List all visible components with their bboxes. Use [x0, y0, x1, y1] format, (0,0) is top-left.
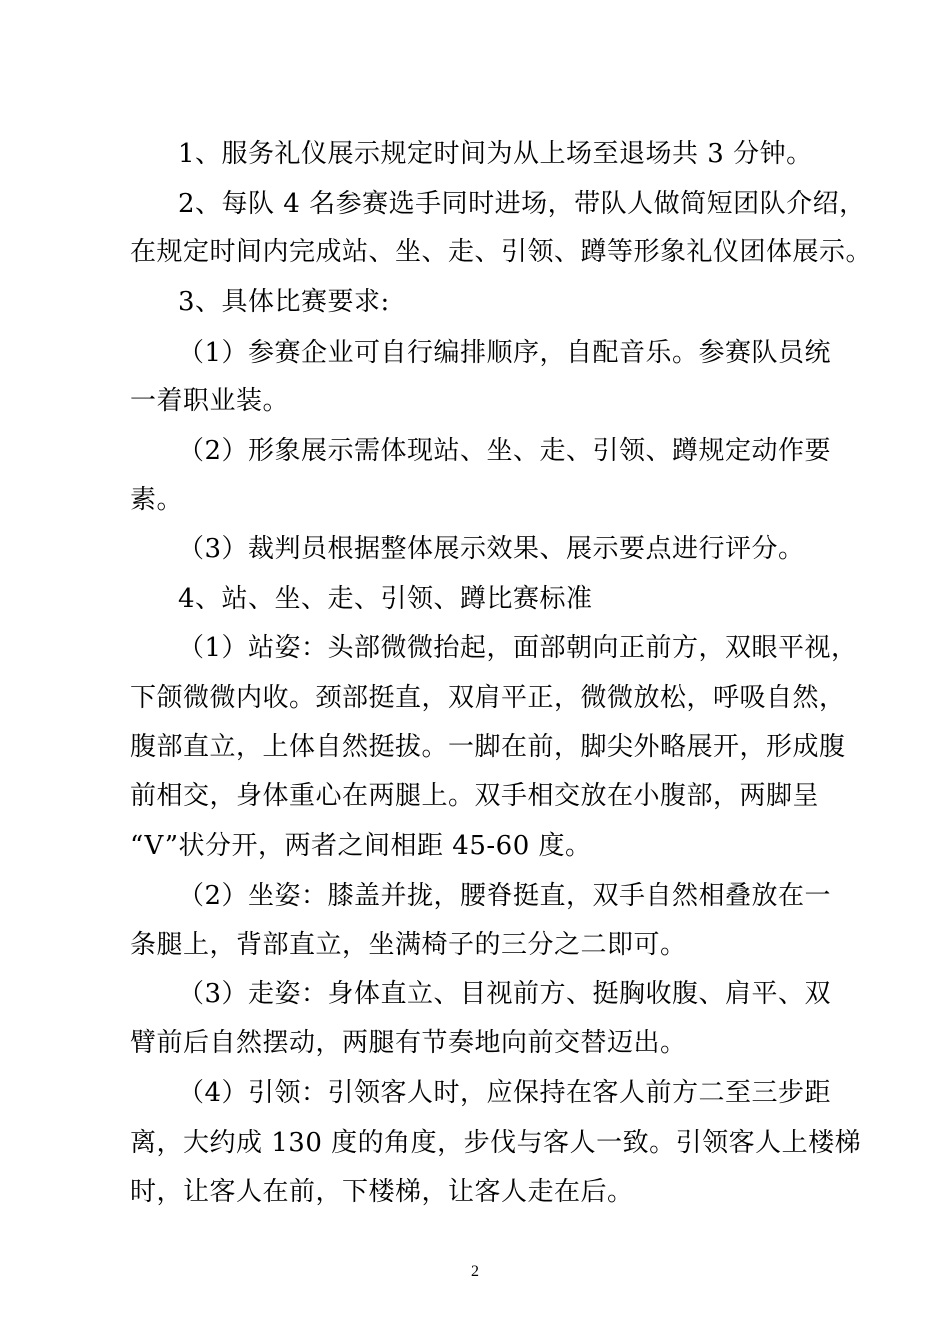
text-line: 4、站、坐、走、引领、蹲比赛标准 [178, 584, 593, 614]
text-line: 腹部直立，上体自然挺拔。一脚在前，脚尖外略展开，形成腹 [130, 732, 846, 762]
text-line: （3）走姿：身体直立、目视前方、挺胸收腹、肩平、双 [178, 979, 832, 1009]
text-line: （2）坐姿：膝盖并拢，腰脊挺直，双手自然相叠放在一 [178, 881, 832, 911]
text-line: 条腿上，背部直立，坐满椅子的三分之二即可。 [130, 930, 687, 960]
text-line: 离，大约成 130 度的角度，步伐与客人一致。引领客人上楼梯 [130, 1128, 862, 1158]
text-line: （2）形象展示需体现站、坐、走、引领、蹲规定动作要 [178, 436, 832, 466]
text-line: （3）裁判员根据整体展示效果、展示要点进行评分。 [178, 534, 805, 564]
text-line: 前相交，身体重心在两腿上。双手相交放在小腹部，两脚呈 [130, 781, 820, 811]
text-line: 1、服务礼仪展示规定时间为从上场至退场共 3 分钟。 [178, 139, 813, 169]
text-line: 2、每队 4 名参赛选手同时进场，带队人做简短团队介绍， [178, 189, 866, 219]
text-line: （1）参赛企业可自行编排顺序，自配音乐。参赛队员统 [178, 338, 832, 368]
text-line: 3、具体比赛要求: [178, 287, 390, 317]
text-line: 一着职业装。 [130, 386, 290, 416]
text-line: “V”状分开，两者之间相距 45-60 度。 [130, 831, 592, 861]
text-line: （1）站姿：头部微微抬起，面部朝向正前方，双眼平视， [178, 633, 858, 663]
page-number: 2 [471, 1263, 479, 1280]
text-line: 素。 [130, 485, 184, 515]
text-line: 在规定时间内完成站、坐、走、引领、蹲等形象礼仪团体展示。 [130, 237, 873, 267]
text-line: （4）引领：引领客人时，应保持在客人前方二至三步距 [178, 1078, 832, 1108]
text-line: 下颌微微内收。颈部挺直，双肩平正，微微放松，呼吸自然， [130, 683, 846, 713]
text-line: 臂前后自然摆动，两腿有节奏地向前交替迈出。 [130, 1028, 687, 1058]
text-line: 时，让客人在前，下楼梯，让客人走在后。 [130, 1177, 634, 1207]
